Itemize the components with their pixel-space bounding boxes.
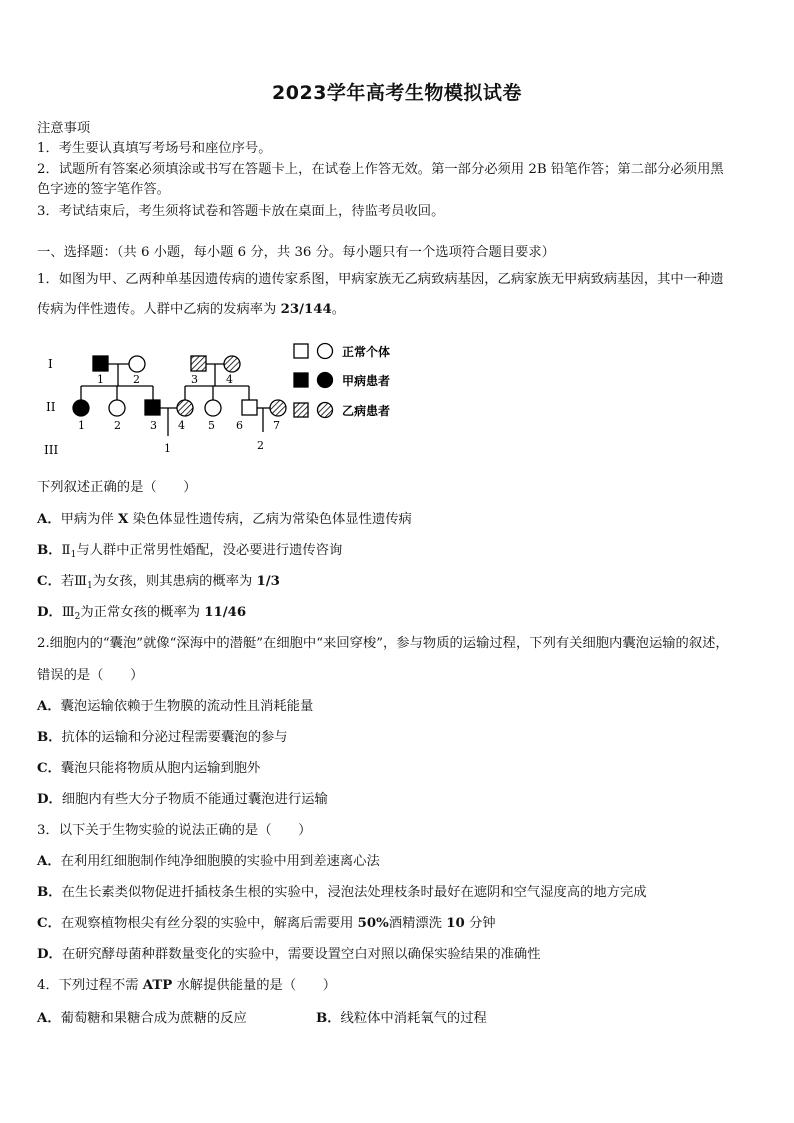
option-text: 细胞内有些大分子物质不能通过囊泡进行运输 [61, 792, 328, 807]
legend-normal-female-icon [318, 344, 333, 359]
option-value: 11/46 [204, 605, 247, 620]
option-label: C． [37, 761, 61, 776]
q3-stem: 3．以下关于生物实验的说法正确的是（ ） [37, 823, 312, 838]
q3-option-b[interactable] [37, 884, 647, 902]
q4-stem [37, 977, 336, 995]
legend-disease-a-male-icon [294, 373, 308, 387]
legend-normal-label: 正常个体 [342, 345, 391, 359]
q1-question: 下列叙述正确的是（ ） [37, 480, 197, 495]
option-text: 囊泡只能将物质从胞内运输到胞外 [60, 761, 261, 776]
pedigree-num-I3: 3 [191, 373, 198, 386]
option-label: A． [37, 699, 61, 714]
q1-option-a[interactable] [37, 511, 412, 529]
q1-stem-end: 。 [331, 302, 345, 317]
pedigree-II5-normal-female [205, 400, 221, 416]
option-label: B． [316, 1011, 341, 1026]
option-text: 为正常女孩的概率为 [80, 605, 205, 620]
generation-label-I: I [48, 357, 53, 371]
notice-item-2: 2．试题所有答案必须填涂或书写在答题卡上，在试卷上作答无效。第一部分必须用 2B 铅笔作答；第二部分必须用黑 [37, 162, 724, 177]
option-value: 1/3 [256, 574, 280, 589]
q1-option-c[interactable] [37, 573, 280, 591]
pedigree-II3-affected-male [145, 400, 160, 415]
notice-item-1: 1．考生要认真填写考场号和座位序号。 [37, 141, 272, 156]
option-label: A． [37, 854, 61, 869]
option-label: A． [37, 1011, 61, 1026]
q4-option-a[interactable] [37, 1010, 247, 1028]
legend-disease-b-male-icon [294, 403, 308, 417]
option-text: 酒精漂洗 [388, 916, 447, 931]
legend-disease-a-female-icon [318, 373, 333, 388]
q4-stem-text-end: 水解提供能量的是（ ） [172, 978, 337, 993]
pedigree-II4-affected-female [177, 400, 193, 416]
q2-option-b[interactable] [37, 729, 288, 747]
q1-stem-text: 传病为伴性遗传。人群中乙病的发病率为 [37, 302, 281, 317]
q3-option-c[interactable] [37, 915, 496, 933]
notice-heading: 注意事项 [37, 121, 91, 136]
pedigree-num-II1: 1 [78, 419, 85, 432]
pedigree-I4-affected-female [224, 356, 240, 372]
q2-stem-line-2: 错误的是（ ） [37, 668, 144, 683]
pedigree-I1-affected-male [93, 356, 108, 371]
pedigree-num-III2: 2 [257, 439, 264, 452]
legend-disease-b-label: 乙病患者 [342, 404, 391, 418]
pedigree-I3-affected-male [191, 356, 206, 371]
page-title: 2023学年高考生物模拟试卷 [272, 82, 522, 104]
option-label: A． [37, 512, 61, 527]
pedigree-num-II6: 6 [236, 419, 243, 432]
pedigree-num-I2: 2 [133, 373, 140, 386]
notice-item-2-cont: 色字迹的签字笔作答。 [37, 182, 170, 197]
q3-option-d[interactable] [37, 946, 541, 964]
pedigree-num-I4: 4 [226, 373, 233, 386]
pedigree-chart [36, 338, 416, 460]
option-text: 在观察植物根尖有丝分裂的实验中，解离后需要用 [60, 916, 358, 931]
option-text: 在研究酵母菌种群数量变化的实验中，需要设置空白对照以确保实验结果的准确性 [61, 947, 541, 962]
option-text: 分钟 [464, 916, 496, 931]
option-label: D． [37, 792, 62, 807]
q4-stem-text: 4．下列过程不需 [37, 978, 143, 993]
section-heading: 一、选择题：（共 6 小题，每小题 6 分，共 36 分。每小题只有一个选项符合题目要求） [37, 245, 555, 260]
option-label: C． [37, 574, 61, 589]
option-subscript: 2 [74, 612, 81, 622]
generation-label-III: III [44, 443, 59, 457]
q4-atp-term: ATP [142, 978, 173, 993]
option-text-bold: X [118, 512, 129, 527]
option-text: 线粒体中消耗氧气的过程 [340, 1011, 487, 1026]
q1-option-d[interactable] [37, 604, 246, 622]
option-value: 10 [446, 916, 465, 931]
pedigree-I2-normal-female [129, 356, 145, 372]
option-text: 囊泡运输依赖于生物膜的流动性且消耗能量 [60, 699, 314, 714]
q1-stem-line-2 [37, 301, 345, 319]
option-subscript: 1 [87, 581, 93, 591]
option-label: B． [37, 885, 62, 900]
q4-option-b[interactable] [316, 1010, 487, 1028]
option-subscript: 1 [70, 550, 77, 560]
option-text: 为女孩，则其患病的概率为 [92, 574, 257, 589]
q2-option-a[interactable] [37, 698, 313, 716]
generation-label-II: II [46, 400, 56, 414]
pedigree-num-II5: 5 [208, 419, 215, 432]
option-text: 与人群中正常男性婚配，没必要进行遗传咨询 [76, 543, 343, 558]
option-text: 在生长素类似物促进扦插枝条生根的实验中，浸泡法处理枝条时最好在遮阴和空气湿度高的地方完成 [61, 885, 647, 900]
q2-stem-line-1: 2.细胞内的“囊泡”就像“深海中的潜艇”在细胞中“来回穿梭”，参与物质的运输过程，下列有关细胞内囊泡运输的叙述， [37, 636, 729, 651]
option-value: 50% [357, 916, 389, 931]
option-text: 若Ⅲ [60, 574, 88, 589]
legend-normal-male-icon [294, 344, 308, 358]
pedigree-II2-normal-female [109, 400, 125, 416]
option-label: D． [37, 605, 62, 620]
pedigree-II1-affected-female [73, 400, 89, 416]
option-text: Ⅱ [61, 543, 71, 558]
pedigree-num-II2: 2 [114, 419, 121, 432]
option-text: 染色体显性遗传病，乙病为常染色体显性遗传病 [128, 512, 412, 527]
option-text: 抗体的运输和分泌过程需要囊泡的参与 [61, 730, 288, 745]
option-text: Ⅲ [61, 605, 75, 620]
pedigree-num-II3: 3 [150, 419, 157, 432]
q1-incidence-value: 23/144 [280, 302, 332, 317]
option-text: 甲病为伴 [60, 512, 119, 527]
q2-option-c[interactable] [37, 760, 260, 778]
pedigree-num-II4: 4 [178, 419, 185, 432]
q1-stem-line-1: 1．如图为甲、乙两种单基因遗传病的遗传家系图，甲病家族无乙病致病基因，乙病家族无甲病致病基因，其中一种遗 [37, 272, 724, 287]
option-label: D． [37, 947, 62, 962]
pedigree-num-III1: 1 [164, 442, 171, 455]
option-label: B． [37, 543, 62, 558]
legend-disease-b-female-icon [318, 403, 333, 418]
q3-option-a[interactable] [37, 853, 380, 871]
notice-item-3: 3．考试结束后，考生须将试卷和答题卡放在桌面上，待监考员收回。 [37, 204, 445, 219]
q2-option-d[interactable] [37, 791, 328, 809]
option-label: C． [37, 916, 61, 931]
pedigree-II6-normal-male [242, 400, 257, 415]
q1-option-b[interactable] [37, 542, 342, 560]
option-text: 葡萄糖和果糖合成为蔗糖的反应 [60, 1011, 247, 1026]
pedigree-num-II7: 7 [273, 419, 280, 432]
legend-disease-a-label: 甲病患者 [342, 374, 391, 388]
pedigree-II7-affected-female [270, 400, 286, 416]
option-text: 在利用红细胞制作纯净细胞膜的实验中用到差速离心法 [60, 854, 380, 869]
option-label: B． [37, 730, 62, 745]
pedigree-num-I1: 1 [97, 373, 104, 386]
